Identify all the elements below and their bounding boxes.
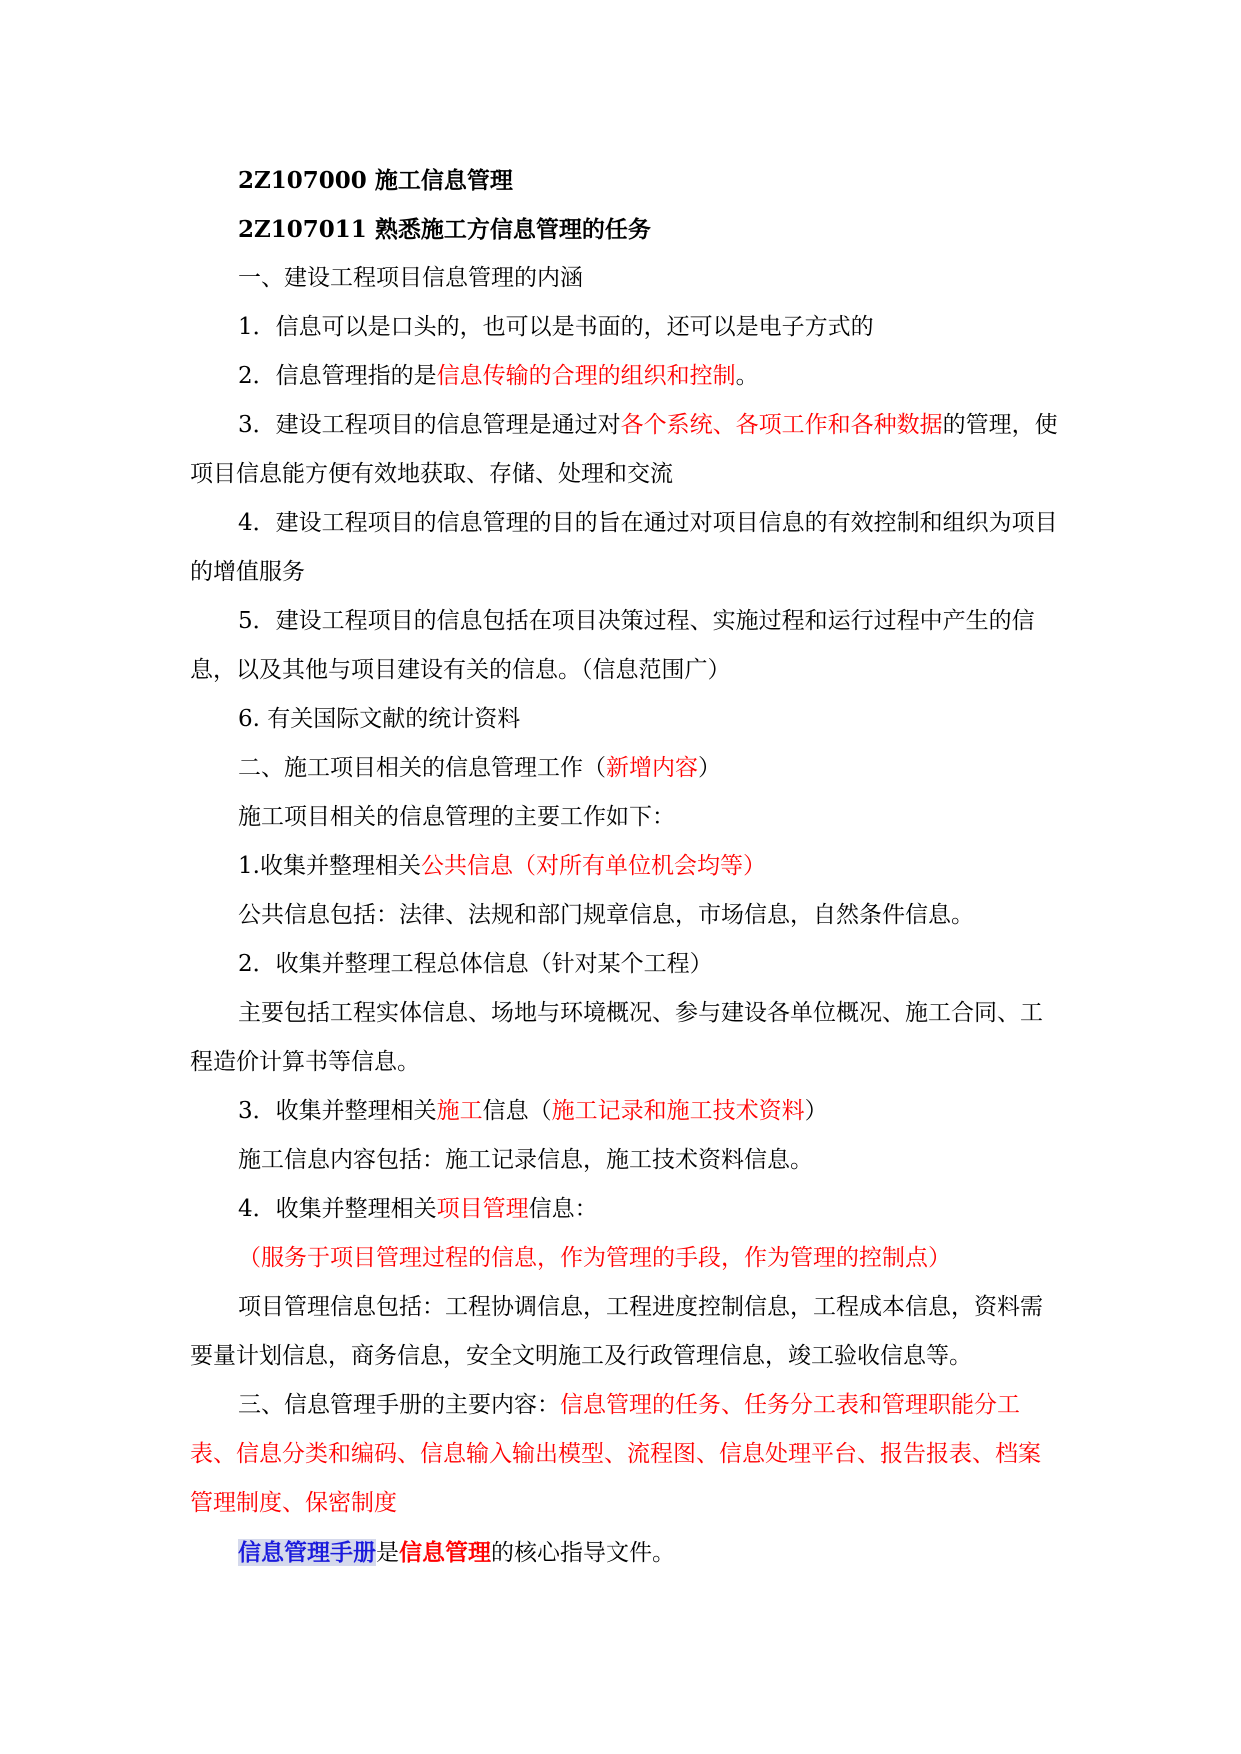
item-2-4-note: （服务于项目管理过程的信息，作为管理的手段，作为管理的控制点） (238, 1245, 951, 1271)
highlight-red-bold: 信息管理 (399, 1539, 491, 1566)
item-2-1 (190, 842, 1058, 891)
text: 是 (376, 1540, 399, 1566)
text: 的管理，使项目信息能方便有效地获取、存储、处理和交流 (190, 412, 1058, 487)
highlight-red: 公共信息（对所有单位机会均等） (420, 853, 766, 879)
selected-text-highlight[interactable]: 信息管理手册 (238, 1539, 376, 1566)
text: ） (804, 1098, 828, 1124)
part-two-title (190, 744, 1058, 793)
document-body (190, 156, 1058, 1578)
text: 二、施工项目相关的信息管理工作（ (238, 755, 606, 781)
paragraph-1-1: 1．信息可以是口头的，也可以是书面的，还可以是电子方式的 (238, 314, 874, 340)
paragraph-1-2 (190, 352, 1058, 401)
part-three (190, 1381, 1058, 1528)
highlight-red: 各个系统、各项工作和各种数据 (620, 412, 943, 438)
chapter-heading: 2Z107000 施工信息管理 (238, 167, 513, 194)
item-2-2-desc: 主要包括工程实体信息、场地与环境概况、参与建设各单位概况、施工合同、工程造价计算书等信息。 (190, 1000, 1043, 1075)
text: 。 (735, 363, 759, 389)
paragraph-1-4: 4．建设工程项目的信息管理的目的旨在通过对项目信息的有效控制和组织为项目的增值服务 (190, 510, 1058, 585)
paragraph-1-6: 6. 有关国际文献的统计资料 (238, 706, 521, 732)
text: 三、信息管理手册的主要内容： (238, 1392, 560, 1418)
highlight-red: 信息管理的任务、任务分工表和管理职能分工表、信息分类和编码、信息输入输出模型、流程图、信息处理平台、报告报表、档案管理制度、保密制度 (190, 1392, 1041, 1516)
part-two-intro: 施工项目相关的信息管理的主要工作如下： (238, 804, 675, 830)
item-2-4-desc: 项目管理信息包括：工程协调信息，工程进度控制信息，工程成本信息，资料需要量计划信息，商务信息，安全文明施工及行政管理信息，竣工验收信息等。 (190, 1294, 1043, 1369)
text: 3．建设工程项目的信息管理是通过对 (238, 412, 621, 438)
paragraph-1-3 (190, 401, 1058, 499)
text: 3．收集并整理相关 (238, 1098, 437, 1124)
highlight-red: 施工 (436, 1098, 483, 1124)
text: 信息： (528, 1196, 598, 1222)
text: 信息（ (482, 1098, 552, 1124)
text: 1.收集并整理相关 (238, 853, 421, 879)
part-one-title: 一、建设工程项目信息管理的内涵 (238, 265, 583, 291)
item-2-3-desc: 施工信息内容包括：施工记录信息，施工技术资料信息。 (238, 1147, 813, 1173)
highlight-red: 信息传输的合理的组织和控制 (436, 363, 736, 389)
highlight-red: 新增内容 (606, 755, 698, 781)
item-2-3 (190, 1087, 1058, 1136)
item-2-4 (190, 1185, 1058, 1234)
text: 4．收集并整理相关 (238, 1196, 437, 1222)
item-2-1-desc: 公共信息包括：法律、法规和部门规章信息，市场信息，自然条件信息。 (238, 902, 974, 928)
section-heading: 2Z107011 熟悉施工方信息管理的任务 (238, 216, 651, 243)
highlight-red: 施工记录和施工技术资料 (551, 1098, 805, 1124)
text: 的核心指导文件。 (491, 1540, 675, 1566)
text: ） (698, 755, 721, 781)
item-2-2: 2．收集并整理工程总体信息（针对某个工程） (238, 951, 713, 977)
text: 2．信息管理指的是 (238, 363, 437, 389)
highlight-red: 项目管理 (436, 1196, 529, 1222)
closing-statement (190, 1528, 1058, 1578)
paragraph-1-5: 5．建设工程项目的信息包括在项目决策过程、实施过程和运行过程中产生的信息，以及其他与项目建设有关的信息。（信息范围广） (190, 608, 1035, 683)
